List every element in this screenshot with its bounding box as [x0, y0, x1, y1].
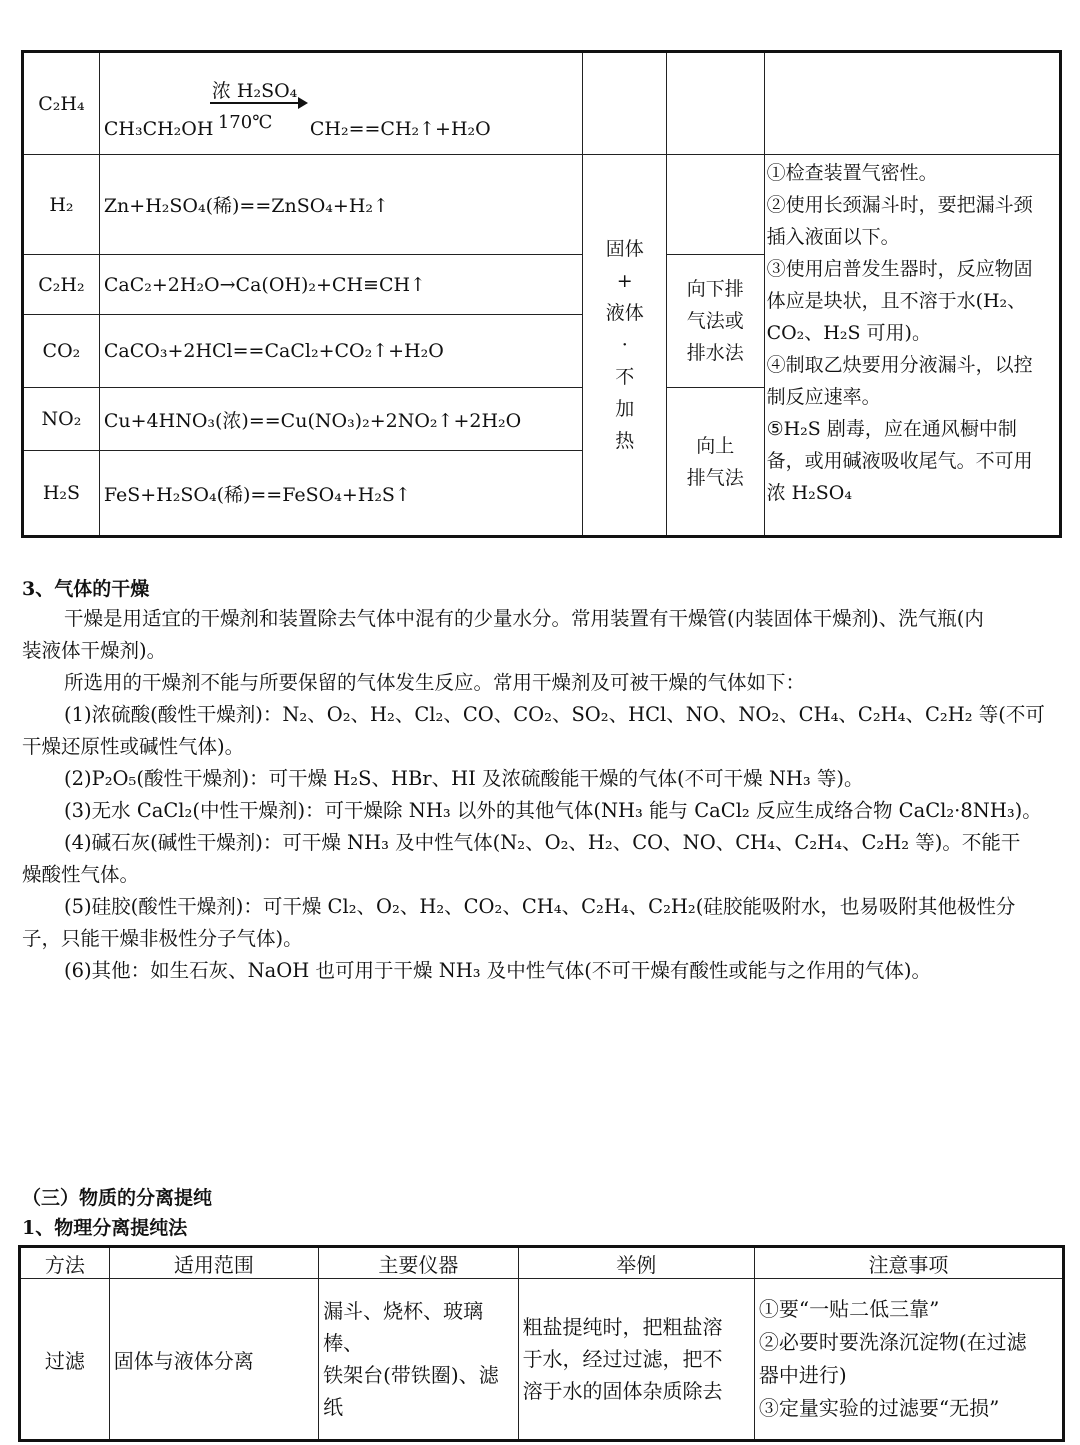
gas-name: H₂ — [23, 155, 100, 255]
empty-cell — [764, 52, 1060, 155]
example-text: 粗盐提纯时，把粗盐溶 于水，经过过滤，把不 溶于水的固体杂质除去 — [518, 1279, 754, 1441]
empty-cell — [667, 52, 765, 155]
gas-name: H₂S — [23, 451, 100, 537]
gas-name: C₂H₂ — [23, 255, 100, 315]
collection-method-down: 向下排 气法或 排水法 — [667, 255, 765, 388]
reaction-equation: Cu+4HNO₃(浓)==Cu(NO₃)₂+2NO₂↑+2H₂O — [99, 388, 583, 451]
section-heading-separation: （三）物质的分离提纯 — [22, 1187, 213, 1209]
table-row — [20, 1279, 1064, 1441]
main-instruments: 漏斗、烧杯、玻璃棒、 铁架台(带铁圈)、滤 纸 — [319, 1279, 518, 1441]
gas-name: C₂H₄ — [23, 52, 100, 155]
gas-preparation-table — [21, 50, 1062, 538]
gas-name: NO₂ — [23, 388, 100, 451]
empty-cell — [667, 155, 765, 255]
product: CH₂==CH₂↑+H₂O — [309, 117, 491, 140]
collection-method-up: 向上 排气法 — [667, 388, 765, 537]
column-header: 方法 — [20, 1247, 110, 1279]
section-heading-drying: 3、气体的干燥 — [22, 578, 150, 600]
table-row — [23, 155, 1061, 255]
separation-methods-table — [18, 1245, 1065, 1442]
method-name: 过滤 — [20, 1279, 110, 1441]
precautions-notes: ①要“一贴二低三靠” ②必要时要洗涤沉淀物(在过滤 器中进行) ③定量实验的过滤要“无损” — [754, 1279, 1063, 1441]
arrow-icon — [210, 102, 306, 104]
column-header: 注意事项 — [754, 1247, 1063, 1279]
gas-name: CO₂ — [23, 315, 100, 388]
reaction-condition-top: 浓 H₂SO₄ — [211, 79, 298, 102]
column-header: 适用范围 — [109, 1247, 318, 1279]
subsection-heading-physical: 1、物理分离提纯法 — [22, 1217, 188, 1239]
applicable-scope: 固体与液体分离 — [109, 1279, 318, 1441]
reaction-equation: FeS+H₂SO₄(稀)==FeSO₄+H₂S↑ — [99, 451, 583, 537]
reaction-equation — [99, 52, 583, 155]
reactant: CH₃CH₂OH — [103, 117, 214, 140]
table-header-row — [20, 1247, 1064, 1279]
column-header: 举例 — [518, 1247, 754, 1279]
reaction-state: 固体 + 液体 · 不 加 热 — [583, 155, 667, 537]
precautions-notes: ①检查装置气密性。 ②使用长颈漏斗时，要把漏斗颈 插入液面以下。 ③使用启普发生器时，反应物固 体应是块状，且不溶于水(H₂、 CO₂、H₂S 可用)。 ④制取乙炔要用分液漏斗，以控 制反应速率。 ⑤H₂S 剧毒，应在通风橱中制 备，或用碱液吸收尾气。不可用 浓 H₂SO₄ — [764, 155, 1060, 537]
column-header: 主要仪器 — [319, 1247, 518, 1279]
drying-paragraphs: 干燥是用适宜的干燥剂和装置除去气体中混有的少量水分。常用装置有干燥管(内装固体干燥剂)、洗气瓶(内 装液体干燥剂)。 所选用的干燥剂不能与所要保留的气体发生反应。常用干燥剂及可被干燥的气体如下： (1)浓硫酸(酸性干燥剂)：N₂、O₂、H₂、Cl₂、CO、CO₂、SO₂、HCl、NO、NO₂、CH₄、C₂H₄、C₂H₂ 等(不可 干燥还原性或碱性气体)。 (2)P₂O₅(酸性干燥剂)：可干燥 H₂S、HBr、HI 及浓硫酸能干燥的气体(不可干燥 NH₃ 等)。 (3)无水 CaCl₂(中性干燥剂)：可干燥除 NH₃ 以外的其他气体(NH₃ 能与 CaCl₂ 反应生成络合物 CaCl₂·8NH₃)。 (4)碱石灰(碱性干燥剂)：可干燥 NH₃ 及中性气体(N₂、O₂、H₂、CO、NO、CH₄、C₂H₄、C₂H₂ 等)。不能干 燥酸性气体。 (5)硅胶(酸性干燥剂)：可干燥 Cl₂、O₂、H₂、CO₂、CH₄、C₂H₄、C₂H₂(硅胶能吸附水，也易吸附其他极性分 子，只能干燥非极性分子气体)。 (6)其他：如生石灰、NaOH 也可用于干燥 NH₃ 及中性气体(不可干燥有酸性或能与之作用的气体)。 — [22, 607, 1045, 982]
reaction-equation: Zn+H₂SO₄(稀)==ZnSO₄+H₂↑ — [99, 155, 583, 255]
reaction-equation: CaCO₃+2HCl==CaCl₂+CO₂↑+H₂O — [99, 315, 583, 388]
reaction-condition-bottom: 170℃ — [217, 111, 273, 133]
table-row — [23, 52, 1061, 155]
empty-cell — [583, 52, 667, 155]
reaction-equation: CaC₂+2H₂O→Ca(OH)₂+CH≡CH↑ — [99, 255, 583, 315]
